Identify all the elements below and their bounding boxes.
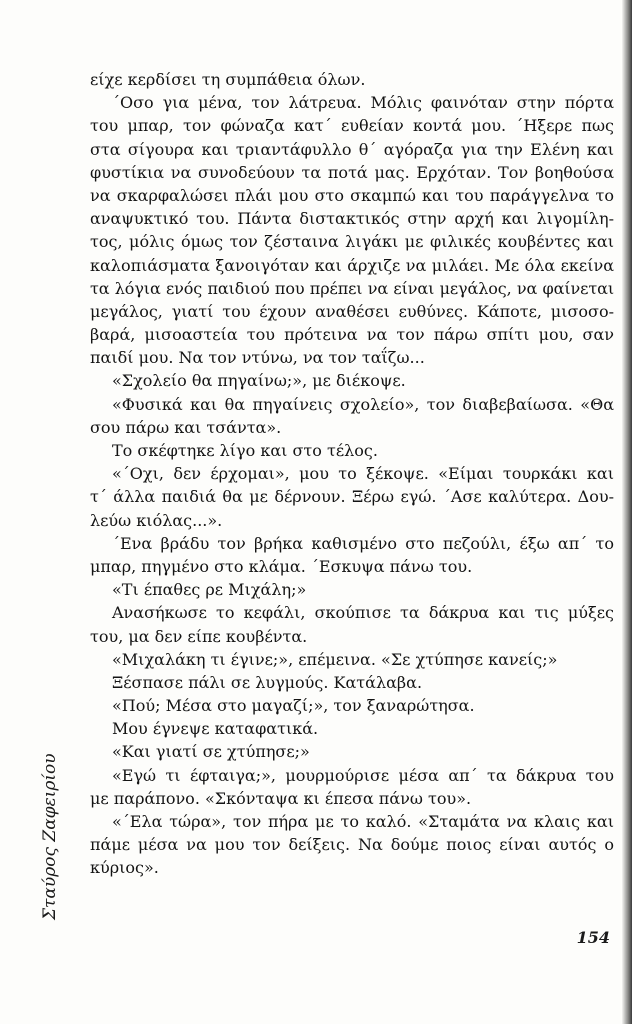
text-line: ΄Οσο για μένα, τον λάτρευα. Μόλις φαινόταν στην πόρτα <box>112 93 614 113</box>
text-line: «΄Ελα τώρα», τον πήρα με το καλό. «Σταμάτα να κλαις και <box>112 812 614 831</box>
text-line: «Τι έπαθες ρε Μιχάλη;» <box>112 580 307 600</box>
text-line: φυστίκια να συνοδεύουν τα ποτά μας. Ερχόταν. Τον βοηθούσα <box>90 162 614 182</box>
text-line: Μου έγνεψε καταφατικά. <box>112 719 319 739</box>
text-line: ΄Ενα βράδυ τον βρήκα καθισμένο στο πεζούλι, έξω απ΄ το <box>112 533 614 553</box>
text-line: με παράπονο. «Σκόνταψα κι έπεσα πάνω του». <box>90 788 472 808</box>
text-line: πάμε μέσα να μου τον δείξεις. Να δούμε ποιος είναι αυτός ο <box>90 835 614 855</box>
page-number: 154 <box>576 928 610 947</box>
text-line: αναψυκτικό του. Πάντα διστακτικός στην αρχή και λιγομίλη- <box>90 209 614 229</box>
text-line: κύριος». <box>90 858 159 878</box>
text-line: στα σίγουρα και τριαντάφυλλο θ΄ αγόραζα για την Ελένη και <box>90 139 614 159</box>
text-line: να σκαρφαλώσει πλάι μου στο σκαμπώ και του παράγγελνα το <box>90 185 614 205</box>
text-line: «΄Οχι, δεν έρχομαι», μου το ξέκοψε. «Είμαι τουρκάκι και <box>112 464 614 484</box>
text-line: Ξέσπασε πάλι σε λυγμούς. Κατάλαβα. <box>112 672 423 692</box>
text-line: «Φυσικά και θα πηγαίνεις σχολείο», τον διαβεβαίωσα. «Θα <box>112 394 614 414</box>
text-line: «Πού; Μέσα στο μαγαζί;», τον ξαναρώτησα. <box>112 696 475 716</box>
text-line: μεγάλος, γιατί του έχουν αναθέσει ευθύνες. Κάποτε, μισοσο- <box>90 301 614 321</box>
page-edge-shadow <box>622 0 632 1024</box>
text-line: παιδί μου. Να τον ντύνω, να τον ταΐζω... <box>90 348 425 368</box>
text-line: βαρά, μισοαστεία του πρότεινα να τον πάρω σπίτι μου, σαν <box>90 325 614 345</box>
text-line: τα λόγια ενός παιδιού που πρέπει να είναι μεγάλος, να φαίνεται <box>90 278 614 298</box>
text-line: «Και γιατί σε χτύπησε;» <box>112 742 310 762</box>
text-line: «Σχολείο θα πηγαίνω;», με διέκοψε. <box>112 371 406 391</box>
author-name-margin: Σταύρος Ζαφειρίου <box>40 753 60 920</box>
text-line: καλοπιάσματα ξανοιγόταν και άρχιζε να μιλάει. Με όλα εκείνα <box>90 255 614 275</box>
text-line: του μπαρ, τον φώναζα κατ΄ ευθείαν κοντά μου. ΄Ηξερε πως <box>90 116 614 136</box>
text-line: είχε κερδίσει τη συμπάθεια όλων. <box>90 70 366 89</box>
text-line: Το σκέφτηκε λίγο και στο τέλος. <box>112 441 378 460</box>
text-line: «Εγώ τι έφταιγα;», μουρμούρισε μέσα απ΄ τα δάκρυα του <box>112 765 614 785</box>
text-line: λεύω κιόλας...». <box>90 510 223 530</box>
text-line: «Μιχαλάκη τι έγινε;», επέμεινα. «Σε χτύπησε κανείς;» <box>112 649 558 669</box>
text-line: σου πάρω και τσάντα». <box>90 417 282 437</box>
text-line: μπαρ, πηγμένο στο κλάμα. ΄Εσκυψα πάνω του. <box>90 556 473 576</box>
text-line: του, μα δεν είπε κουβέντα. <box>90 626 308 646</box>
text-line: τος, μόλις όμως τον ζέσταινα λιγάκι με φιλικές κουβέντες και <box>90 232 614 252</box>
text-line: τ΄ άλλα παιδιά θα με δέρνουν. Ξέρω εγώ. ΄Ασε καλύτερα. Δου- <box>90 487 614 507</box>
text-line: Ανασήκωσε το κεφάλι, σκούπισε τα δάκρυα και τις μύξες <box>112 603 614 623</box>
body-text <box>90 68 614 880</box>
